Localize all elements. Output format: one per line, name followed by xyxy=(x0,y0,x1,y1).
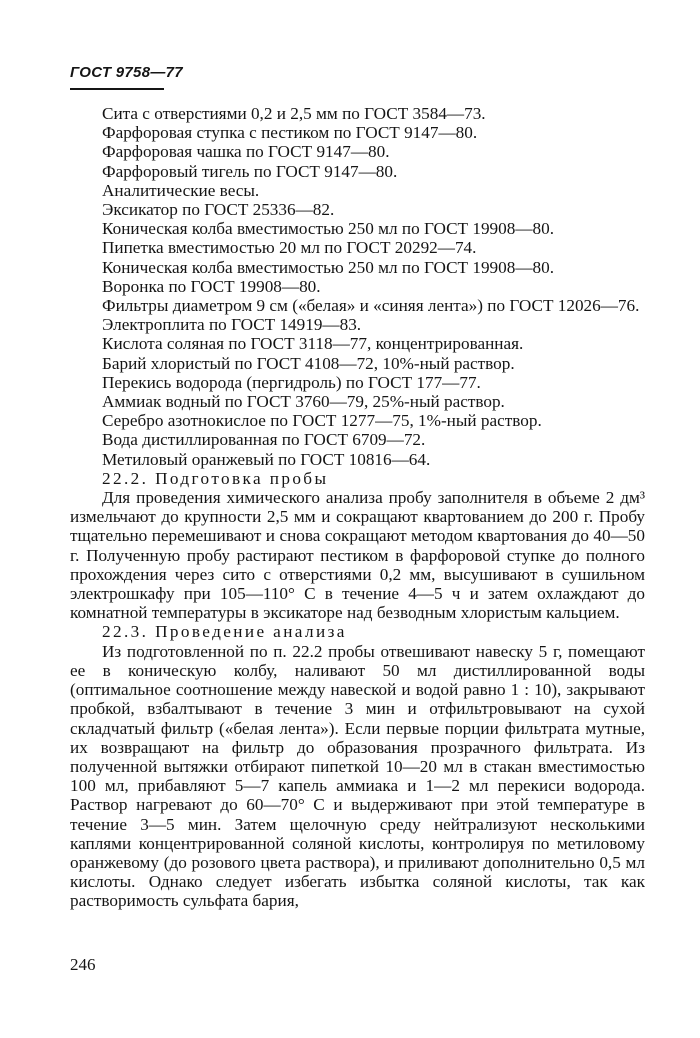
materials-item: Фарфоровая ступка с пестиком по ГОСТ 9147—80. xyxy=(102,123,478,143)
materials-item: Барий хлористый по ГОСТ 4108—72, 10%-ный раствор. xyxy=(102,353,515,373)
materials-item: Вода дистиллированная по ГОСТ 6709—72. xyxy=(102,430,426,450)
materials-item: Фарфоровая чашка по ГОСТ 9147—80. xyxy=(102,142,390,162)
materials-item: Коническая колба вместимостью 250 мл по ГОСТ 19908—80. xyxy=(102,219,554,239)
materials-item: Фильтры диаметром 9 см («белая» и «синяя лента») по ГОСТ 12026—76. xyxy=(102,296,640,316)
materials-item: Эксикатор по ГОСТ 25336—82. xyxy=(102,200,335,220)
sample-preparation-paragraph: Для проведения химического анализа пробу заполнителя в объеме 2 дм³ измельчают до крупности 2,5 мм и сокращают квартованием до 200 г. Пробу тщательно перемешивают и снова сокращают методом квартования до 40—50 г. Полученную пробу растирают пестиком в фарфоровой ступке до полного прохождения через сито с отверстиями 0,2 мм, высушивают в сушильном электрошкафу при 105—110° С в течение 4—5 ч и затем охлаждают до комнатной температуры в эксикаторе над безводным хлористым кальцием. xyxy=(70,488,645,623)
materials-item: Перекись водорода (пергидроль) по ГОСТ 177—77. xyxy=(102,372,481,392)
materials-item: Сита с отверстиями 0,2 и 2,5 мм по ГОСТ 3584—73. xyxy=(102,104,486,123)
materials-item: Кислота соляная по ГОСТ 3118—77, концентрированная. xyxy=(102,334,524,354)
materials-item: Аммиак водный по ГОСТ 3760—79, 25%-ный раствор. xyxy=(102,392,505,412)
section-heading-sample-preparation: 22.2. Подготовка пробы xyxy=(102,468,329,488)
header-rule xyxy=(70,88,164,90)
materials-item: Фарфоровый тигель по ГОСТ 9147—80. xyxy=(102,161,398,181)
analysis-paragraph: Из подготовленной по п. 22.2 пробы отвешивают навеску 5 г, помещают ее в коническую колбу, наливают 50 мл дистиллированной воды (оптимальное соотношение между навеской и водой равно 1 : 10), закрывают пробкой, взбалтывают в течение 3 мин и отфильтровывают на сухой складчатый фильтр («белая лента»). Если первые порции фильтрата мутные, их возвращают на фильтр до образования прозрачного фильтрата. Из полученной вытяжки отбирают пипеткой 10—20 мл в стакан вместимостью 100 мл, прибавляют 5—7 капель аммиака и 1—2 мл перекиси водорода. Раствор нагревают до 60—70° С и выдерживают при этой температуре в течение 3—5 мин. Затем щелочную среду нейтрализуют несколькими каплями концентрированной соляной кислоты, контролируя по метиловому оранжевому (до розового цвета раствора), и приливают дополнительно 0,5 мл кислоты. Однако следует избегать избытка соляной кислоты, так как растворимость сульфата бария, xyxy=(70,641,645,911)
materials-item: Воронка по ГОСТ 19908—80. xyxy=(102,276,321,296)
materials-item: Коническая колба вместимостью 250 мл по ГОСТ 19908—80. xyxy=(102,257,554,277)
page-number: 246 xyxy=(70,955,96,974)
running-header: ГОСТ 9758—77 xyxy=(70,64,183,81)
materials-item: Метиловый оранжевый по ГОСТ 10816—64. xyxy=(102,449,431,469)
materials-item: Аналитические весы. xyxy=(102,180,260,200)
materials-item: Электроплита по ГОСТ 14919—83. xyxy=(102,315,362,335)
materials-item: Серебро азотнокислое по ГОСТ 1277—75, 1%-ный раствор. xyxy=(102,411,542,431)
page-body xyxy=(70,104,645,911)
materials-item: Пипетка вместимостью 20 мл по ГОСТ 20292—74. xyxy=(102,238,477,258)
section-heading-analysis: 22.3. Проведение анализа xyxy=(102,622,347,642)
